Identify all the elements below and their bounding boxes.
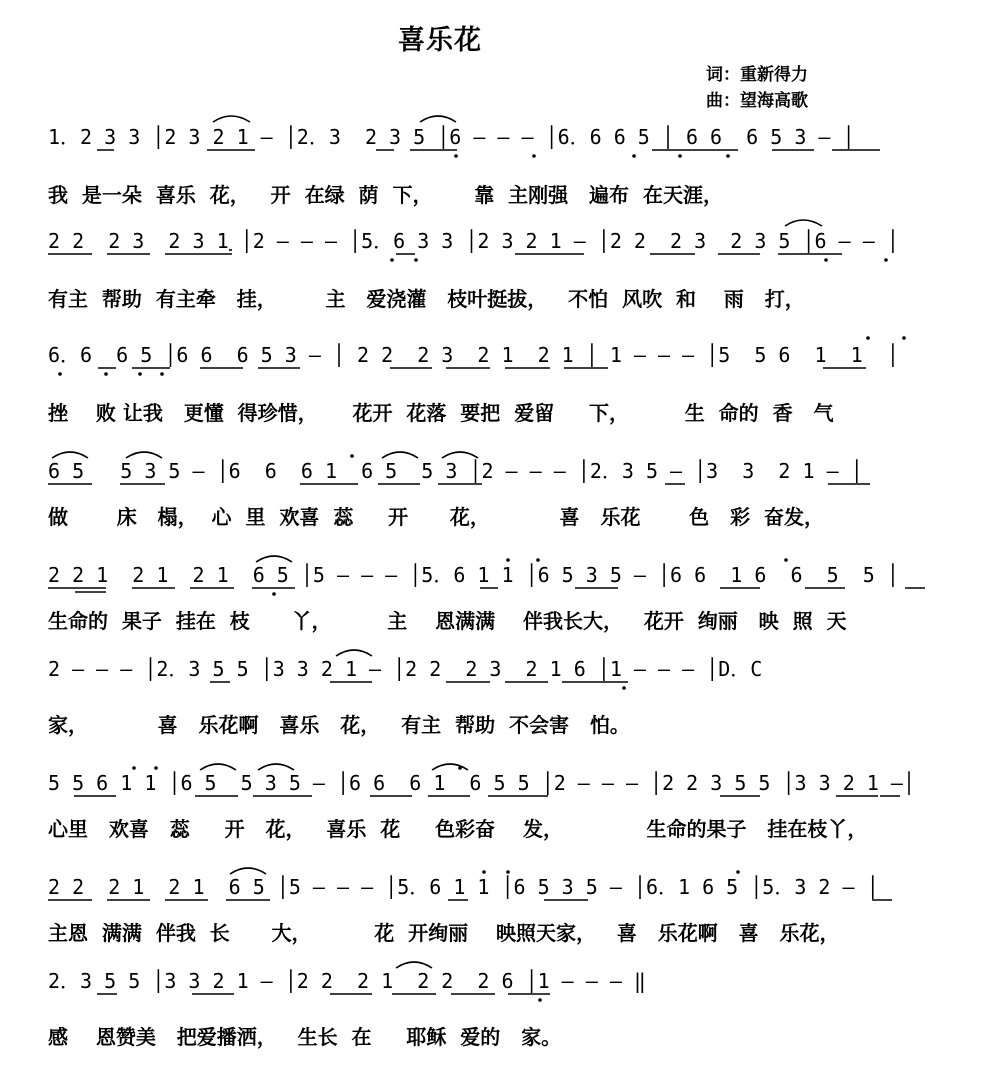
notation-line: 6．6 6 5 │6 6 6 5 3 — │ 2 2 2 3 2 1 2 1 │ 1 — — — │5 5 6 1 1 │ xyxy=(48,343,899,367)
lyrics-line: 主恩 满满 伴我 长 大， 花 开绚丽 映照天家， 喜 乐花啊 喜 乐花， xyxy=(48,921,840,945)
song-title: 喜乐花 xyxy=(398,25,482,56)
lyrics-line: 有主 帮助 有主牵 挂， 主 爱浇灌 枝叶挺拔， 不怕 风吹 和 雨 打， xyxy=(48,287,805,311)
notation-line: 2 — — — │2．3 5 5 │3 3 2 1 — │2 2 2 3 2 1 6 │1 — — — │D．C xyxy=(48,657,763,681)
composer-credit: 曲：望海高歌 xyxy=(706,91,808,111)
notation-line: 2 2 1 2 1 2 1 6 5 │5 — — — │5．6 1 1 │6 5 3 5 — │6 6 1 6 6 5 5 │ xyxy=(48,563,899,587)
lyricist-credit: 词：重新得力 xyxy=(706,65,808,85)
notation-line: 2 2 2 3 2 3 1 │2 — — — │5．6 3 3 │2 3 2 1 — │2 2 2 3 2 3 5 │6 — — │ xyxy=(48,229,899,253)
lyrics-line: 我 是一朵 喜乐 花， 开 在绿 荫 下， 靠 主刚强 遍布 在天涯， xyxy=(48,183,723,207)
lyrics-line: 家， 喜 乐花啊 喜乐 花， 有主 帮助 不会害 怕。 xyxy=(48,713,630,737)
lyrics-line: 心里 欢喜 蕊 开 花， 喜乐 花 色彩奋 发， 生命的果子 挂在枝丫， xyxy=(48,817,868,841)
notation-line: 2 2 2 1 2 1 6 5 │5 — — — │5．6 1 1 │6 5 3 5 — │6．1 6 5 │5．3 2 — │ xyxy=(48,875,879,899)
lyrics-line: 挫 败 让我 更懂 得珍惜， 花开 花落 要把 爱留 下， 生 命的 香 气 xyxy=(48,401,834,425)
notation-line: 5 5 6 1 1 │6 5 5 3 5 — │6 6 6 1 6 5 5 │2 — — — │2 2 3 5 5 │3 3 2 1 —│ xyxy=(48,771,915,795)
lyrics-line: 做 床 榻， 心 里 欢喜 蕊 开 花， 喜 乐花 色 彩 奋发， xyxy=(48,505,824,529)
lyrics-line: 感 恩赞美 把爱播洒， 生长 在 耶稣 爱的 家。 xyxy=(48,1025,562,1049)
notation-line: 1．2 3 3 │2 3 2 1 — │2．3 2 3 5 │6 — — — │6．6 6 5 │ 6 6 6 5 3 — │ xyxy=(48,125,855,149)
credits xyxy=(706,62,808,114)
notation-line: 2．3 5 5 │3 3 2 1 — │2 2 2 1 2 2 2 6 │1 — — — ‖ xyxy=(48,969,646,993)
notation-line: 6 5 5 3 5 — │6 6 6 1 6 5 5 3 │2 — — — │2．3 5 — │3 3 2 1 — │ xyxy=(48,459,863,483)
lyrics-line: 生命的 果子 挂在 枝 丫， 主 恩满满 伴我长大， 花开 绚丽 映 照 天 xyxy=(48,609,847,633)
